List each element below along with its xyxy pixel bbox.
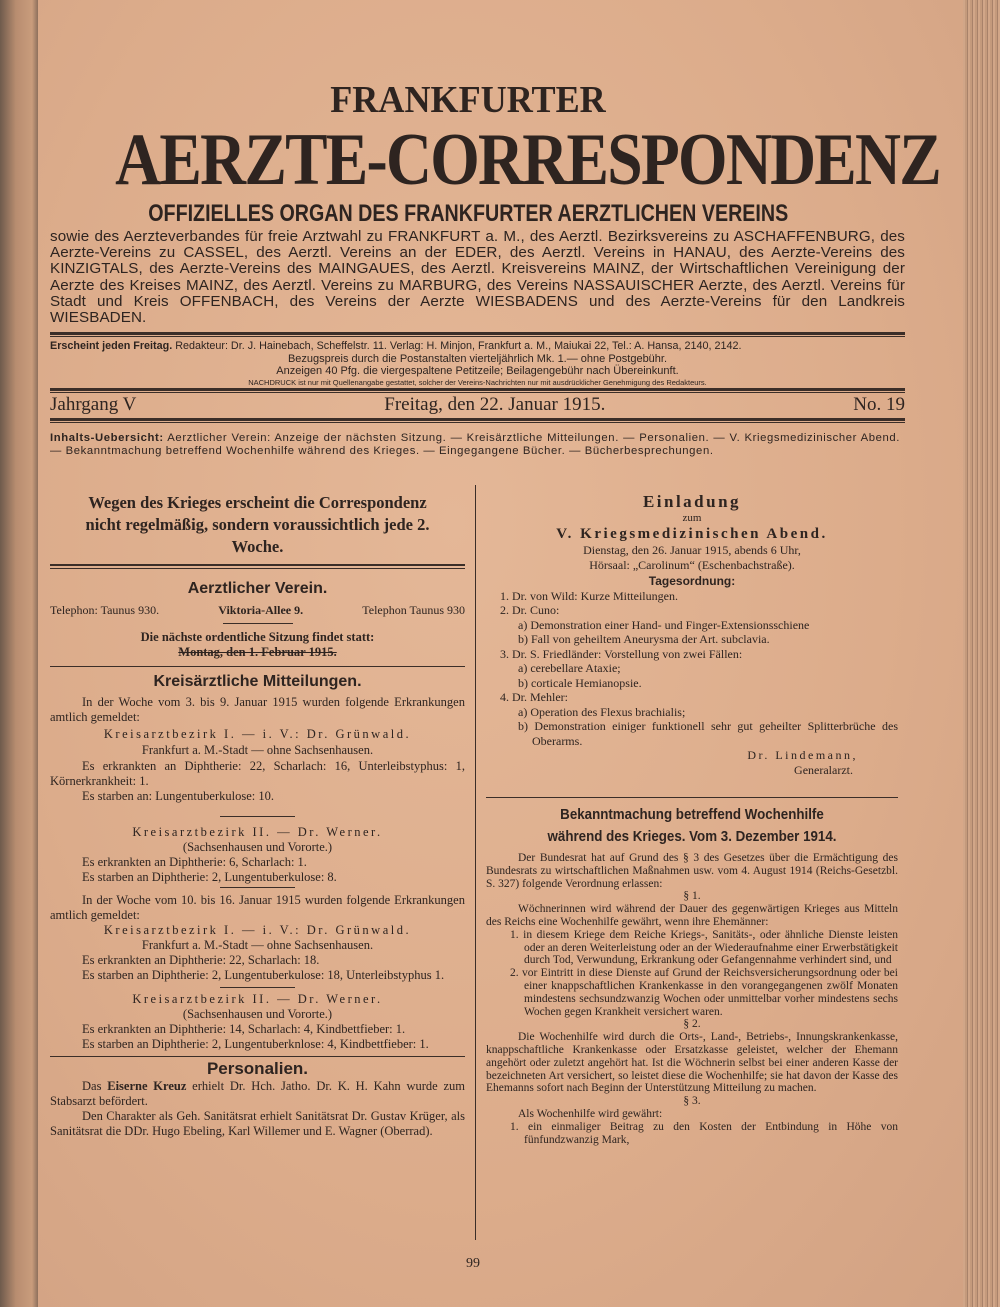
section-2-text: Die Wochenhilfe wird durch die Orts-, Land-, Betriebs-, Innungskrankenkasse, knappschaftliche Krankenkasse oder Ersatzkasse geleistet, welcher der Ehemann angehört oder zuletzt angehört hat. Ist die Wöchnerin selbst bei einer anderen Kasse der bezeichneten Art versichert, so leistet diese die Wochenhilfe; sie hat davon der Kasse des Ehemanns sofort nach Beginn der Unterstützung Mitteilung zu machen. (486, 1031, 898, 1095)
divider (220, 816, 295, 817)
agenda-subitem: b) Demonstration einiger funktionell sehr gut geheilter Splitterbrüche des Oberarms. (518, 719, 898, 748)
signature-title: Generalarzt. (794, 762, 853, 777)
agenda-item: 1. Dr. von Wild: Kurze Mitteilungen. (500, 588, 678, 603)
agenda-item: 3. Dr. S. Friedländer: Vorstellung von zwei Fällen: (500, 646, 743, 661)
page-number: 99 (466, 1256, 480, 1271)
title-top: FRANKFURTER (330, 79, 606, 121)
page-stack-edge (960, 0, 1000, 1307)
contents-text: Aerztlicher Verein: Anzeige der nächsten Sitzung. — Kreisärztliche Mitteilungen. — Personalien. — V. Kriegsmedizinischer Abend. — Bekanntmachung betreffend Wochenhilfe während des Krieges. — Eingegangene Bücher. — Bücherbesprechungen. (50, 432, 900, 457)
publication-info (50, 340, 905, 387)
personalien-heading: Personalien. (206, 1059, 309, 1078)
divider (50, 388, 905, 393)
verein-heading: Aerztlicher Verein. (187, 580, 328, 597)
week2-district1-dead: Es starben an Diphtherie: 2, Lungentuberkulose: 18, Unterleibstyphus 1. (82, 968, 445, 982)
agenda-heading: Tagesordnung: (648, 574, 736, 588)
week2-intro: In der Woche vom 10. bis 16. Januar 1915 wurden folgende Erkrankungen amtlich gemeldet: (50, 893, 465, 922)
title-main-wrap (48, 119, 941, 201)
einladung-where: Hörsaal: „Carolinum“ (Eschenbachstraße). (589, 557, 795, 572)
agenda-subitem: a) Demonstration einer Hand- und Finger-Extensionsschiene (518, 617, 810, 632)
agenda-subitem: a) cerebellare Ataxie; (518, 661, 621, 675)
newspaper-page (38, 0, 963, 1307)
subscription-price: Bezugspreis durch die Postanstalten vierteljährlich Mk. 1.— ohne Postgebühr. (287, 352, 668, 365)
issue-number: No. 19 (853, 394, 905, 415)
volume: Jahrgang V (50, 394, 137, 415)
week1-district1-dead: Es starben an: Lungentuberkulose: 10. (82, 789, 274, 803)
einladung-zum: zum (682, 512, 702, 524)
section-1-label: § 1. (683, 890, 701, 903)
section-3-label: § 3. (683, 1095, 701, 1108)
section-3-items (486, 1121, 898, 1147)
kreis-heading: Kreisärztliche Mitteilungen. (153, 673, 362, 690)
bekanntmachung-heading-1: Bekanntmachung betreffend Wochenhilfe (560, 807, 824, 823)
week2-district1-title: Kreisarztbezirk I. — i. V.: Dr. Grünwald. (103, 923, 412, 937)
agenda-item: 2. Dr. Cuno: (500, 603, 560, 617)
personalien-p1 (50, 1079, 465, 1109)
left-column (50, 492, 465, 1139)
previous-page-edge (0, 0, 40, 1307)
personalien-p2: Den Charakter als Geh. Sanitätsrat erhielt Sanitätsrat Dr. Gustav Krüger, als Sanitätsrat die DDr. Hugo Ebeling, Karl Willemer und E. Wagner (Oberrad). (50, 1109, 465, 1138)
week1-district2-dead: Es starben an Diphtherie: 2, Lungentuberkulose: 8. (82, 870, 337, 884)
intro: Der Bundesrat hat auf Grund des § 3 des Gesetzes über die Ermächtigung des Bundesrats zu wirtschaftlichen Maßnahmen usw. vom 4. August 1914 (Reichs-Gesetzbl. S. 327) folgende Verordnung erlassen: (486, 852, 898, 890)
signature-name: Dr. Lindemann, (747, 748, 858, 762)
bekanntmachung-section (486, 797, 898, 1146)
section-3-item: 1. ein einmaliger Beitrag zu den Kosten der Entbindung in Höhe von fünfundzwanzig Mark, (510, 1120, 898, 1146)
publication-notice: Wegen des Krieges erscheint die Correspondenz nicht regelmäßig, sondern voraussichtlich jede 2. Woche. (85, 493, 430, 556)
text: Das (82, 1079, 108, 1093)
week1-district1-sick: Es erkrankten an Diphtherie: 22, Scharlach: 16, Unterleibstyphus: 1, Körnerkrankheit: 1. (50, 759, 465, 788)
contents-label: Inhalts-Uebersicht: (50, 432, 164, 444)
text: erhielt Dr. Hch. Jatho. Dr. K. H. Kahn wurde zum Stabsarzt befördert. (50, 1079, 465, 1108)
section-3-text: Als Wochenhilfe wird gewährt: (518, 1107, 663, 1120)
editor-publisher: Redakteur: Dr. J. Hainebach, Scheffelstr. 11. Verlag: H. Minjon, Frankfurt a. M., Maiukai 22, Tel.: A. Hansa, 2140, 2142. (175, 340, 742, 352)
week1-district2-sick: Es erkrankten an Diphtherie: 6, Scharlach: 1. (82, 855, 307, 869)
week2-district2-dead: Es starben an Diphtherie: 2, Lungentuberknlose: 4, Kindbettfieber: 1. (82, 1037, 429, 1051)
telephon-right: Telephon Taunus 930 (362, 603, 465, 617)
week1-district1-sub: Frankfurt a. M.-Stadt — ohne Sachsenhausen. (141, 743, 374, 757)
masthead (38, 80, 898, 120)
table-of-contents (50, 432, 900, 457)
divider (50, 564, 465, 569)
agenda-subitem: b) corticale Hemianopsie. (518, 675, 642, 690)
einladung-when: Dienstag, den 26. Januar 1915, abends 6 Uhr, (583, 543, 801, 557)
ad-rates: Anzeigen 40 Pfg. die viergespaltene Petitzeile; Beilagengebühr nach Übereinkunft. (276, 365, 679, 377)
week2-district2-sub: (Sachsenhausen und Vororte.) (182, 1007, 333, 1021)
section-1-item: 2. vor Eintritt in diese Dienste auf Grund der Reichsversicherungsordnung oder bei einer knappschaftlichen Krankenkasse in den vorangegangenen zwölf Monaten mindestens sechsundzwanzig Wochen oder unmittelbar vorher mindestens sechs Wochen gegen Krankheit versichert waren. (510, 967, 898, 1018)
agenda-subitem: b) Fall von geheiltem Aneurysma der Art. subclavia. (518, 632, 770, 646)
section-1-text: Wöchnerinnen wird während der Dauer des gegenwärtigen Krieges aus Mitteln des Reichs eine Wochenhilfe gewährt, wenn ihre Ehemänner: (486, 903, 898, 928)
publication-frequency: Erscheint jeden Freitag. (50, 340, 173, 352)
column-divider (475, 485, 476, 1240)
verein-contact (50, 603, 465, 618)
einladung-section (486, 492, 898, 777)
masthead-subtitle: OFFIZIELLES ORGAN DES FRANKFURTER AERZTLICHEN VEREINS (148, 200, 788, 227)
divider (220, 987, 295, 988)
week1-district2-sub: (Sachsenhausen und Vororte.) (182, 840, 333, 854)
divider (486, 797, 898, 798)
title-main: AERZTE-CORRESPONDENZ (115, 119, 941, 201)
week2-district1-sick: Es erkrankten an Diphtherie: 22, Scharlach: 18. (82, 953, 320, 967)
week2-district1-sub: Frankfurt a. M.-Stadt — ohne Sachsenhausen. (141, 938, 374, 952)
associations-list: sowie des Aerzteverbandes für freie Arztwahl zu FRANKFURT a. M., des Aerztl. Bezirksvereins zu ASCHAFFENBURG, des Aerzte-Vereins zu CASSEL, des Aerztl. Vereins an der EDER, des Aerztl. Vereins in HANAU, des Aerzte-Vereins des KINZIGTALS, des Aerzte-Vereins des MAINGAUES, des Aerztl. Kreisvereins MAINZ, der Wirtschaftlichen Vereinigung der Aerzte des Kreises MAINZ, des Aerztl. Vereins zu MARBURG, des Vereins NASSAUISCHER Aerzte, des Aerztl. Vereins für Stadt und Kreis OFFENBACH, des Vereins der Aerzte WIESBADENS und des Aerzte-Vereins für den Landkreis WIESBADEN. (50, 228, 905, 327)
issue-line (50, 394, 905, 416)
reprint-notice: NACHDRUCK ist nur mit Quellenangabe gestattet, solcher der Vereins-Nachrichten nur mit ausdrücklicher Genehmigung des Redakteurs. (248, 377, 707, 387)
divider (50, 418, 905, 423)
section-1-item: 1. in diesem Kriege dem Reiche Kriegs-, Sanitäts-, oder ähnliche Dienste leisten oder an deren Weiterleistung oder an der Wiederaufnahme einer Erwerbstätigkeit durch Tod, Verwundung, Erkrankung oder Gefangennahme verhindert sind, und (510, 928, 898, 967)
bekanntmachung-body (486, 852, 898, 1146)
next-meeting: Die nächste ordentliche Sitzung findet statt: (140, 630, 375, 644)
subtitle-wrap (38, 200, 898, 227)
agenda-list (486, 589, 898, 749)
bekanntmachung-heading-2: während des Krieges. Vom 3. Dezember 1914. (547, 829, 837, 845)
week1-district1-title: Kreisarztbezirk I. — i. V.: Dr. Grünwald. (103, 727, 412, 741)
einladung-event: V. Kriegsmedizinischen Abend. (556, 526, 828, 542)
week2-district2-title: Kreisarztbezirk II. — Dr. Werner. (132, 992, 383, 1006)
divider (220, 887, 295, 888)
telephon-left: Telephon: Taunus 930. (50, 603, 160, 617)
iron-cross: Eiserne Kreuz (107, 1079, 187, 1093)
divider (50, 1056, 465, 1057)
next-meeting-date: Montag, den 1. Februar 1915. (178, 645, 337, 659)
einladung-heading: Einladung (642, 492, 742, 511)
divider (50, 332, 905, 337)
divider (223, 623, 293, 624)
agenda-item: 4. Dr. Mehler: (500, 690, 568, 704)
section-2-label: § 2. (683, 1018, 701, 1031)
week2-district2-sick: Es erkrankten an Diphtherie: 14, Scharlach: 4, Kindbettfieber: 1. (82, 1022, 406, 1036)
section-1-items (486, 929, 898, 1019)
week1-intro: In der Woche vom 3. bis 9. Januar 1915 wurden folgende Erkrankungen amtlich gemeldet: (50, 695, 465, 724)
week1-district2-title: Kreisarztbezirk II. — Dr. Werner. (132, 825, 383, 839)
divider (50, 666, 465, 667)
verein-address: Viktoria-Allee 9. (218, 603, 304, 617)
issue-date: Freitag, den 22. Januar 1915. (384, 394, 606, 415)
agenda-subitem: a) Operation des Flexus brachialis; (518, 704, 686, 719)
